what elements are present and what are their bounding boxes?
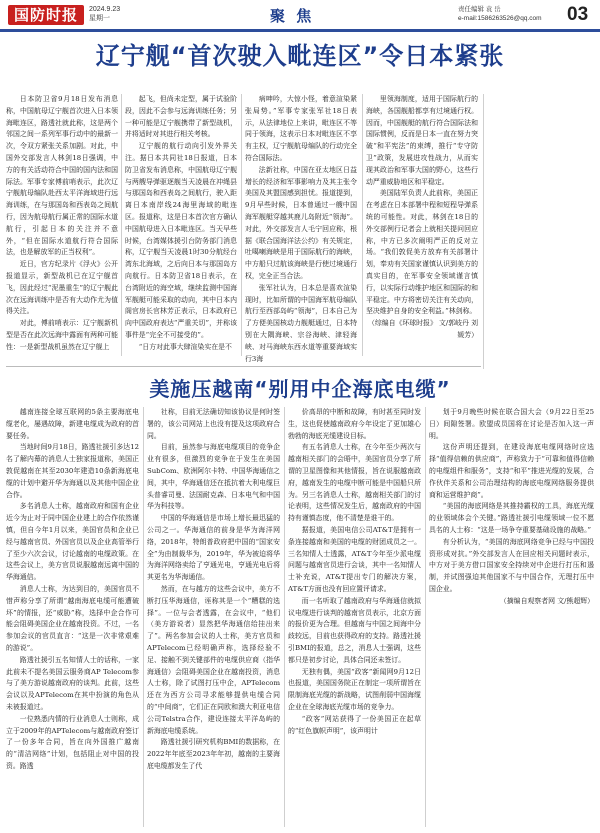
column-divider [121, 94, 122, 356]
paragraph: 社称，目前无法确切知该协议是何时签署的，该公司网站上也没有提及这项政府合同。 [147, 408, 280, 440]
article1-column-3 [245, 94, 357, 363]
paragraph: 越南连接全球互联网的5条主要海底电缆老化，屡遇故障，新建电缆成为政府的首要任务。 [6, 408, 139, 440]
article1-byline: （综编自《环球时报》 文/郭岐丹 刘媛芳） [367, 319, 478, 339]
paragraph: 当地时间9月18日，路透社援引多达12名了解内幕的消息人士独家报道称，美国正敦促越南在其至2030年建造10条新海底电缆的计划中避开华为海通以及其他中国企业合作。 [6, 443, 139, 499]
article2-column-3 [288, 407, 421, 827]
newspaper-logo: 国防时报 [8, 5, 84, 25]
paragraph: 病呻吟，大惊小怪，着意渲染紧张局势。”军事专家张军社18日表示，从法律地位上来讲，毗连区不等同于领海，这表示日本对毗连区不享有主权，辽宁舰航母编队的行动完全符合国际法。 [245, 95, 357, 162]
paragraph: 无独有偶，美国“政客”新闻网9月12日也报道，美国国务院正在制定一项所谓旨在限制海底光缆的新战略，试图削弱中国海缆企业在全球海底光缆市场的竞争力。 [288, 667, 421, 711]
paragraph: 路透社援引研究机构BMI的数据称，在2022年年底至2023年年初，越南的主要海底电缆都发生了代 [147, 738, 280, 770]
editor-email: e-mail:1586263526@qq.com [458, 15, 542, 22]
weekday-text: 星期一 [89, 15, 110, 22]
section-title: 聚 焦 [270, 7, 315, 25]
paragraph: 多名消息人士称，越南政府和国有企业近今为止对于同中国企业建上的合作依然谨慎，但自今年1月以来，美国官员和企业已经与越南官员、外国官员以及企业高管举行了至少六次会议，讨论越南的电缆政策。在这些会议上，美方官员说服越南远离中国的华海通信。 [6, 502, 139, 582]
column-divider [241, 94, 242, 356]
paragraph: 里领海制度，适用于国际航行的海峡，各国舰船都享有过境通行权。因而，中国舰艇的航行符合国际法和国际惯例，反而是日本一直在努力突破“和平宪法”的束缚，推行“专守防卫”政策，发展进攻性战力，从而实现其政治和军事大国的野心，这些行动严重威胁地区和平稳定。 [366, 95, 478, 186]
paragraph: 辽宁舰的航行动向引发外界关注。据日本共同社18日报道，日本防卫省发布消息称，中国航母辽宁舰与两艘导弹驱逐舰当天凌晨在冲绳县与那国岛和西表岛之间航行，驶入距离日本南岸线24海里海域的毗连区。报道称，这是日本首次官方确认中国航母进入日本毗连区。当天早些时候，台湾媒体援引台防务部门消息称，辽宁舰当天凌晨1时30分航经台湾东北海域，之后向日本与那国岛方向航行。日本防卫省18日表示，在台湾附近的海空域，继续监测中国海军舰艇可能采取的动向，其中日本内阁官房长官林芳正表示，日本政府已向中国政府表达“严重关切”，并称该事件是“完全不可接受的”。 [125, 142, 237, 339]
paragraph: “政客”网站获得了一份美国正在起草的“红色旗帜声明”，该声明计 [288, 714, 421, 735]
paragraph: 一位熟悉内情的行业消息人士则称，成立于2009年的APTelecom与越南政府签订了一份多年合同，旨在向外国推广越南的“清洁网络”计划，包括阻止对中国的投资。路透 [6, 714, 139, 770]
paragraph: “日方对此事大肆渲染实在是不 [138, 342, 232, 351]
column-divider [425, 407, 426, 827]
article1-headline: 辽宁舰“首次驶入毗连区”令日本紧张 [95, 42, 505, 70]
paragraph: 有分析认为，“美国的海底网络竞争已经与中国投资形成对抗。”外交部发言人在回应相关问题时表示，中方对于美方借口国家安全持续对中企进行打压和遏制，并试图强迫其他国家不与中国合作，无理打压中国企业。 [429, 537, 594, 593]
paragraph: 日本防卫省9月18日发布消息称，中国航母辽宁舰首次进入日本领海毗连区，路透社就此称，这是两个邻国之间一系列军事行动中的最新一次，令双方紧张关系加剧。对此，中国外交部发言人林剑18日强调，中方的有关活动符合中国的国内法和国际法。军事专家傅前哨表示，此次辽宁舰航母编队赴西太平洋海域进行远海训练，在与那国岛和西表岛之间航行，因为航母航行属正常的国际水道航行，引起日本的关注并不意外，“但在国际水道航行符合国际法，也是解放军的正当权利”。 [6, 95, 118, 257]
paragraph: “美国的海底网络是其推持霸权的工具，海底光缆的业领域体会个关键。”路透社援引电缆领域一位不愿具名的人士称：“这是一场争夺重要基础设施的战略。” [429, 502, 594, 534]
paragraph: 有五名消息人士称，在今年至少两次与越南相关部门的会晤中，美国官员分享了所谓的卫星图像和其他情报，旨在说服越南政府，越南发生的电缆中断可能是中国船只所为。另三名消息人士称，越南相关部门的讨论表明，这些情况发生后，越南政府的中国持有谨慎态度，他不清楚是谁干的。 [288, 443, 421, 523]
article2-column-2 [147, 407, 280, 827]
paragraph: 目前，虽然参与海底电缆项目的竞争企业有很多，但激烈的竞争在于发生在美国SubCom、欧洲阿尔卡特、中国华海通信之间，其中，华海通信还在抵抗着大利电缆巨头普睿司曼、法国耐克森、日本电气和中国华为科技等。 [147, 443, 280, 511]
article1-column-1 [6, 94, 118, 356]
article1-column-4 [366, 94, 478, 356]
column-divider [284, 407, 285, 827]
paragraph: 而一名听取了越南政府与华海通信就拟议电缆进行谈判的越南官员表示，北京方面的报价更为合理。但越南与中国之间海中分歧较远，目前也获得政府的支持。路透社援引BMI的报道，总之，消息人士强调，这些都只是初步讨论，具体合同还未签订。 [288, 596, 421, 664]
page-number: 03 [567, 4, 589, 25]
article2-column-4 [429, 407, 594, 827]
article2-byline: （摘编自观察者网 文/熊超辉） [499, 596, 594, 605]
masthead [0, 0, 600, 30]
paragraph: 对此，傅前哨表示：辽宁舰新机型是否在此次远海中露面有两种可能性：一是新型战机虽然在辽宁舰上 [6, 319, 118, 351]
issue-date [89, 5, 120, 23]
paragraph: 近日，官方纪录片《浮火》公开报道显示，新型战机已在辽宁舰首飞，因此经过“泥墨重生”的辽宁舰此次在远海训练中是否有大动作尤为值得关注。 [6, 260, 118, 316]
editor-info [458, 5, 542, 23]
paragraph: 张军社认为，日本总是喜欢渲染现时，比如所谓的中国海军航母编队航行至西部岛屿“领海”，日本自己为了方便美国核动力舰艇通过，日本特别在大隅海峡、宗谷海峡、津轻海峡、对马海峡东西水道等重要海域实行3海 [245, 283, 357, 363]
header-rule [0, 29, 600, 32]
paragraph: 美国陆军负责人此前称，美国正在考虑在日本部署中程和短程导弹系统的可能性。对此，林剑在18日的外交部例行记者会上就相关提问回应称，中方已多次阐明严正的反对立场。“我们敦促美方放弃有关部署计划，奉劝有关国家谨慎认识到美方的真实目的，在军事安全领域谨言慎行，以实际行动维护地区和国际的和平稳定。中方将密切关注有关动向，坚决维护自身的安全利益。”林剑称。 [366, 189, 478, 316]
column-divider [143, 407, 144, 827]
paragraph: 法新社称，中国在亚太地区日益增长的经济和军事影响力及其主张令美国及其盟国感到担忧。报道提到，9月早些时候，日本曾通过一艘中国海军舰艇穿越其鹿儿岛附近“领海”。对此，外交部发言人毛宁回应称，根据《联合国海洋法公约》有关规定，吐噶喇海峡是用于国际航行的海峡，中方船只过航该海峡是行使过境通行权，完全正当合法。 [245, 165, 357, 280]
article2-column-1 [6, 407, 139, 827]
paragraph: 划于9月晚些时候在联合国大会（9月22日至25日）间隙签署。欧盟成员国将在讨论是否加入这一声明。 [429, 408, 594, 440]
paragraph: 起飞，但尚未定型，属于试验阶段，因此不会参与远海训练任务；另一种可能是辽宁舰携带了新型战机，并将适时对其进行相关考核。 [125, 95, 237, 139]
column-divider [362, 94, 363, 356]
paragraph: 这份声明还提到，在建设海底电缆网络时应选择“值得信赖的供应商”，声称致力于“可靠和值得信赖的电缆组件和服务”，支持“和平”推进光缆的发展，合作伙伴关系和公司治理结构的海底电缆网络服务提供商和运营维护商”。 [429, 443, 594, 499]
paragraph: 据报道，美国电信公司AT&T是拥有一条连接越南和美国的电缆的财团成员之一。三名知情人士透露，AT&T今年至少派电缆问题与越南官员进行会谈，其中一名知情人士补充说，AT&T提出专门的解决方案，AT&T方面也没有回应置评请求。 [288, 525, 421, 593]
paragraph: 消息人士称，为达到目的，美国官员不惜声称分享了所谓“越南海底电缆可能遭破坏”的情报，还“威胁”称，选择中企合作可能会阻碍美国企业在越南投资。不过，一名参加会议的官员直言：“这是一次非常艰难的游说”。 [6, 584, 139, 652]
editor-name: 责任编辑 袁 岳 [458, 6, 501, 13]
article2-headline: 美施压越南“别用中企海底电缆” [149, 377, 451, 401]
article1-column-2 [125, 94, 237, 356]
column-divider [483, 94, 484, 369]
paragraph: 中国的华海通信是市场上增长最迅猛的公司之一。华海通信的前身是华为海洋网络，2018年，特朗普政府把中国的“国家安全”为由制裁华为，2019年，华为被迫将华为海洋网络卖给了亨通光电，亨通光电后将其更名为华海通信。 [147, 514, 280, 582]
paragraph: 然而，在与越方的这些会议中，美方不断打压华海通信，诬称其是一个“糟糕的选择”。一位与会者透露，在会议中，“他们（美方游说者）显然把华海通信给挂出来了”。两名参加会议的人士称，美方官员和APTelecom已经明确声称，选择经验不足、接触不到关键部件的电缆供应商（指华海通信）会阻碍美国企业在越南投资，消息人士称，除了试图打压中企，APTelecom还在为西方公司寻求能够提供电缆合同的“中间商”，它们正在同欧和澳大利亚电信公司Telstra合作，建设连接太平洋岛屿的新海底电缆系统。 [147, 584, 280, 735]
date-text: 2024.9.23 [89, 6, 121, 13]
paragraph: 价高昂的中断和故障，有时甚至同时发生，这也促使越南政府今年设定了更加雄心勃勃的海底光缆建设目标。 [288, 408, 421, 440]
article-separator [6, 366, 481, 367]
paragraph: 路透社援引五名知情人士的话称，一家此前未不提名美国云服务商AP Telecom参与了美方游说越南政府的谈判。此前，这些会议以及APTelecom在其中扮演的角色从未被报道过。 [6, 655, 139, 711]
